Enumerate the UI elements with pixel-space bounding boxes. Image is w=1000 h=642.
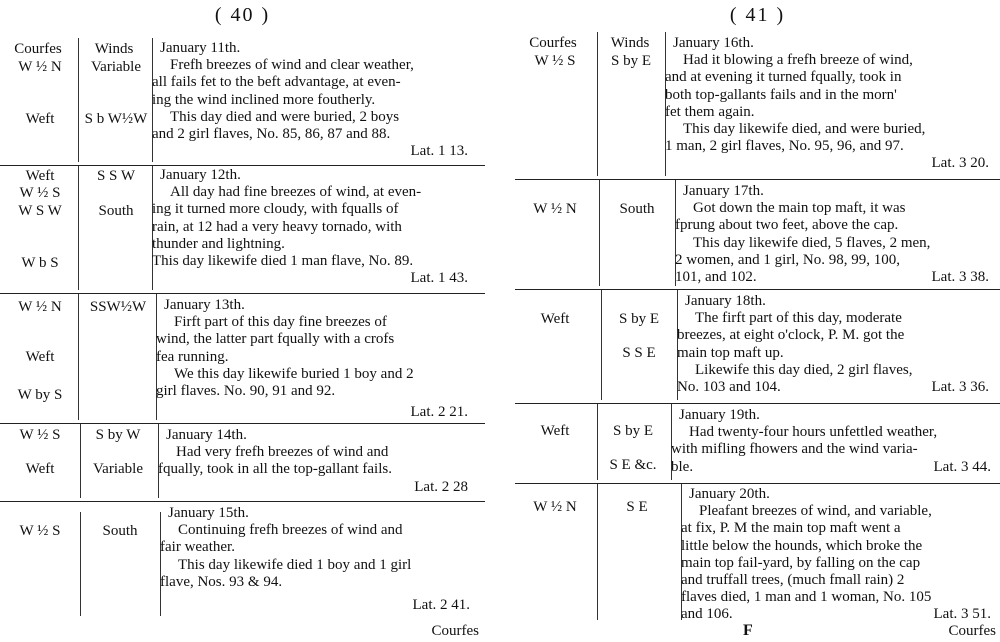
log-entry-jan-15	[0, 502, 485, 620]
latitude: Lat. 3 36.	[931, 379, 989, 396]
entry-date: January 17th.	[683, 183, 764, 199]
journal-line: and truffall trees, (much fmall rain) 2	[681, 572, 905, 589]
entry-date: January 16th.	[673, 35, 754, 51]
journal-line: fair weather.	[160, 539, 235, 556]
journal-line: with mifling fhowers and the wind varia-	[671, 441, 918, 458]
header-courses: Courfes	[14, 41, 62, 57]
header-winds: Winds	[94, 41, 134, 57]
journal-row	[671, 459, 997, 476]
journal-line: wind, the latter part fqually with a crofs	[156, 331, 395, 348]
wind-value: S by W	[95, 427, 141, 443]
journal-line: Had twenty-four hours unfettled weather,	[689, 424, 938, 441]
entry-date: January 15th.	[168, 505, 249, 521]
journal-line: fqually, took in all the top-gallant fails.	[158, 461, 392, 478]
wind-value: S by E	[610, 53, 651, 69]
course-value: W ½ S	[19, 523, 61, 539]
journal-line: fea running.	[156, 348, 229, 365]
journal-text	[152, 40, 474, 160]
journal-line: both top-gallants fails and in the morn'	[665, 86, 897, 103]
log-entry-jan-18	[515, 290, 1000, 404]
page-left	[0, 0, 485, 642]
course-value: W ½ N	[18, 59, 62, 75]
journal-line: at fix, P. M the main top maft went a	[681, 520, 901, 537]
latitude: Lat. 3 44.	[933, 458, 991, 475]
course-value: W ½ S	[534, 53, 576, 69]
header-courses: Courfes	[529, 35, 577, 51]
course-value: Weft	[25, 349, 55, 365]
journal-text	[152, 167, 474, 287]
journal-line: Continuing frefh breezes of wind and	[178, 522, 403, 539]
page-right	[515, 0, 1000, 642]
page-number: ( 40 )	[214, 4, 271, 26]
journal-row	[677, 379, 995, 396]
journal-line: Had it blowing a frefh breeze of wind,	[683, 52, 913, 69]
course-value: Weft	[540, 311, 570, 327]
course-value: W ½ N	[533, 201, 577, 217]
journal-row	[675, 269, 995, 286]
log-entry-jan-19	[515, 404, 1000, 484]
wind-value: SSW½W	[89, 299, 147, 315]
journal-line: Had very frefh breezes of wind and	[176, 444, 389, 461]
journal-line: 1 man, 2 girl flaves, No. 95, 96, and 97.	[665, 138, 904, 155]
journal-line: all fails fet to the beft advantage, at even-	[152, 74, 401, 91]
journal-line: Frefh breezes of wind and clear weather,	[170, 57, 414, 74]
journal-line: flave, Nos. 93 & 94.	[160, 573, 283, 590]
log-entry-jan-20	[515, 484, 1000, 624]
journal-line: This day likewife died, 5 flaves, 2 men,	[693, 234, 931, 251]
entry-date: January 14th.	[166, 427, 247, 443]
header-winds: Winds	[610, 35, 650, 51]
course-value: W ½ S	[19, 427, 61, 443]
latitude: Lat. 1 13.	[410, 143, 468, 160]
journal-line: This day died and were buried, 2 boys	[170, 108, 400, 125]
latitude: Lat. 3 51.	[933, 606, 991, 623]
entry-date: January 13th.	[164, 297, 245, 313]
course-value: Weft	[25, 111, 55, 127]
journal-line: The firft part of this day, moderate	[695, 310, 902, 327]
journal-line: No. 103 and 104.	[677, 379, 781, 396]
journal-line: 101, and 102.	[675, 269, 757, 286]
latitude: Lat. 3 20.	[931, 155, 989, 172]
course-value: W ½ N	[18, 299, 62, 315]
catchword: Courfes	[948, 623, 996, 639]
journal-text	[156, 297, 474, 421]
journal-text	[677, 293, 995, 396]
journal-line: ble.	[671, 458, 694, 475]
course-value: W by S	[17, 387, 63, 403]
entry-date: January 18th.	[685, 293, 766, 309]
journal-line: breezes, at eight o'clock, P. M. got the	[677, 327, 905, 344]
wind-value: South	[98, 203, 134, 219]
entry-date: January 11th.	[160, 40, 241, 56]
journal-line: girl flaves. No. 90, 91 and 92.	[156, 383, 336, 400]
wind-value: S E	[626, 499, 648, 515]
journal-line: flaves died, 1 man and 1 woman, No. 105	[681, 589, 932, 606]
course-value: W b S	[21, 255, 59, 271]
journal-line: We this day likewife buried 1 boy and 2	[174, 365, 414, 382]
wind-value: South	[619, 201, 655, 217]
wind-value: S by E	[612, 423, 653, 439]
journal-line: This day likewife died, and were buried,	[683, 121, 926, 138]
journal-text	[665, 35, 995, 173]
journal-line: Likewife this day died, 2 girl flaves,	[695, 361, 913, 378]
course-value: W ½ S	[19, 185, 61, 201]
latitude: Lat. 2 41.	[412, 597, 470, 614]
log-entry-jan-16	[515, 32, 1000, 180]
journal-line: main top fail-yard, by falling on the cap	[681, 554, 921, 571]
journal-line: All day had fine breezes of wind, at even-	[170, 184, 422, 201]
catchword: Courfes	[431, 623, 479, 639]
journal-line: ing it turned more cloudy, with fqualls of	[152, 201, 399, 218]
journal-line: Firft part of this day fine breezes of	[174, 314, 387, 331]
wind-value: Variable	[91, 59, 141, 75]
log-entry-jan-13	[0, 294, 485, 424]
latitude: Lat. 2 21.	[410, 404, 468, 421]
log-entry-jan-12	[0, 166, 485, 294]
latitude: Lat. 2 28	[414, 478, 468, 495]
journal-line: main top maft up.	[677, 344, 784, 361]
journal-line: and 106.	[681, 606, 733, 623]
course-value: W ½ N	[533, 499, 577, 515]
journal-line: rain, at 12 had a very heavy tornado, with	[152, 218, 402, 235]
course-value: W S W	[18, 203, 62, 219]
journal-text	[158, 427, 474, 496]
journal-text	[160, 505, 476, 614]
signature-mark: F	[743, 622, 753, 639]
wind-value: S S W	[96, 168, 136, 184]
journal-line: 2 women, and 1 girl, No. 98, 99, 100,	[675, 251, 900, 268]
log-entry-jan-14	[0, 424, 485, 502]
log-entry-jan-11	[0, 38, 485, 166]
wind-value: S E &c.	[609, 457, 657, 473]
journal-line: This day likewife died 1 man flave, No. 89.	[152, 253, 414, 270]
latitude: Lat. 1 43.	[410, 270, 468, 287]
journal-line: Got down the main top maft, it was	[693, 200, 906, 217]
latitude: Lat. 3 38.	[931, 269, 989, 286]
journal-line: ing the wind inclined more foutherly.	[152, 91, 376, 108]
journal-line: thunder and lightning.	[152, 235, 285, 252]
entry-date: January 20th.	[689, 486, 770, 502]
journal-line: This day likewife died 1 boy and 1 girl	[178, 556, 412, 573]
wind-value: South	[102, 523, 138, 539]
journal-line: fet them again.	[665, 103, 755, 120]
journal-text	[671, 407, 997, 476]
wind-value: Variable	[93, 461, 143, 477]
journal-line: little below the hounds, which broke the	[681, 537, 923, 554]
wind-value: S S E	[622, 345, 656, 361]
page-number: ( 41 )	[729, 4, 786, 26]
journal-line: and 2 girl flaves, No. 85, 86, 87 and 88.	[152, 126, 391, 143]
course-value: Weft	[25, 461, 55, 477]
course-value: Weft	[25, 168, 55, 184]
journal-line: fprung about two feet, above the cap.	[675, 217, 899, 234]
journal-line: and at evening it turned fqually, took in	[665, 69, 902, 86]
course-value: Weft	[540, 423, 570, 439]
journal-text	[675, 183, 995, 286]
wind-value: S b W½W	[84, 111, 148, 127]
entry-date: January 19th.	[679, 407, 760, 423]
journal-row	[681, 606, 997, 623]
wind-value: S by E	[618, 311, 659, 327]
log-entry-jan-17	[515, 180, 1000, 290]
entry-date: January 12th.	[160, 167, 241, 183]
journal-line: Pleafant breezes of wind, and variable,	[699, 503, 932, 520]
journal-text	[681, 486, 997, 624]
